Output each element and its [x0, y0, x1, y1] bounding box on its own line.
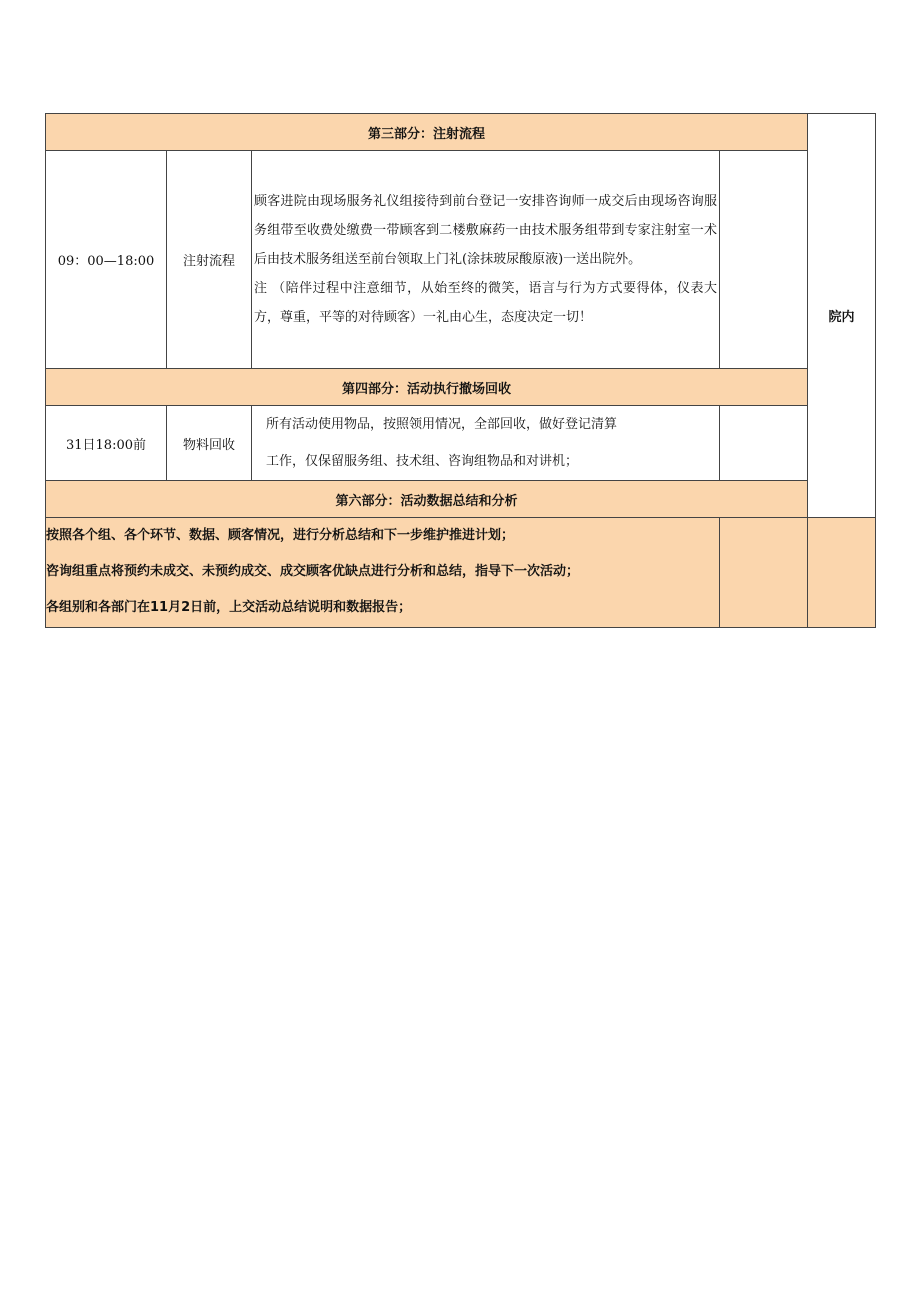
time-cell: 09：00—18:00	[46, 151, 167, 369]
summary-line: 咨询组重点将预约未成交、未预约成交、成交顾客优缺点进行分析和总结，指导下一次活动；	[46, 564, 580, 579]
empty-cell	[720, 518, 808, 628]
empty-cell	[720, 151, 808, 369]
description-cell	[252, 151, 720, 369]
table-row	[46, 406, 876, 481]
summary-line: 按照各个组、各个环节、数据、顾客情况，进行分析总结和下一步维护推进计划；	[46, 528, 515, 543]
section-title-part4: 第四部分：活动执行撤场回收	[46, 369, 808, 406]
description-text: 顾客进院由现场服务礼仪组接待到前台登记一安排咨询师一成交后由现场咨询服务组带至收费处缴费一带顾客到二楼敷麻药一由技术服务组带到专家注射室一术后由技术服务组送至前台领取上门礼(涂抹玻尿酸原液)一送出院外。	[254, 194, 717, 267]
section-title-part3: 第三部分：注射流程	[46, 114, 808, 151]
summary-line: 各组别和各部门在11月2日前，上交活动总结说明和数据报告；	[46, 600, 412, 615]
description-line: 所有活动使用物品，按照领用情况，全部回收，做好登记清算	[266, 417, 618, 432]
section-title-part6: 第六部分：活动数据总结和分析	[46, 481, 808, 518]
empty-cell	[720, 406, 808, 481]
item-name-cell: 注射流程	[167, 151, 252, 369]
location-cell: 院内	[808, 114, 876, 518]
description-line: 工作，仅保留服务组、技术组、咨询组物品和对讲机；	[266, 454, 579, 469]
time-cell: 31日18:00前	[46, 406, 167, 481]
summary-cell	[46, 518, 720, 628]
section-header-row	[46, 114, 876, 151]
item-name-cell: 物料回收	[167, 406, 252, 481]
summary-row	[46, 518, 876, 628]
section-header-row	[46, 369, 876, 406]
empty-cell	[808, 518, 876, 628]
table-row	[46, 151, 876, 369]
section-header-row	[46, 481, 876, 518]
activity-schedule-table	[45, 113, 876, 628]
description-note: 注 （陪伴过程中注意细节，从始至终的微笑，语言与行为方式要得体，仪表大方，尊重，平等的对待顾客）一礼由心生，态度决定一切！	[254, 281, 717, 325]
description-cell	[252, 406, 720, 481]
